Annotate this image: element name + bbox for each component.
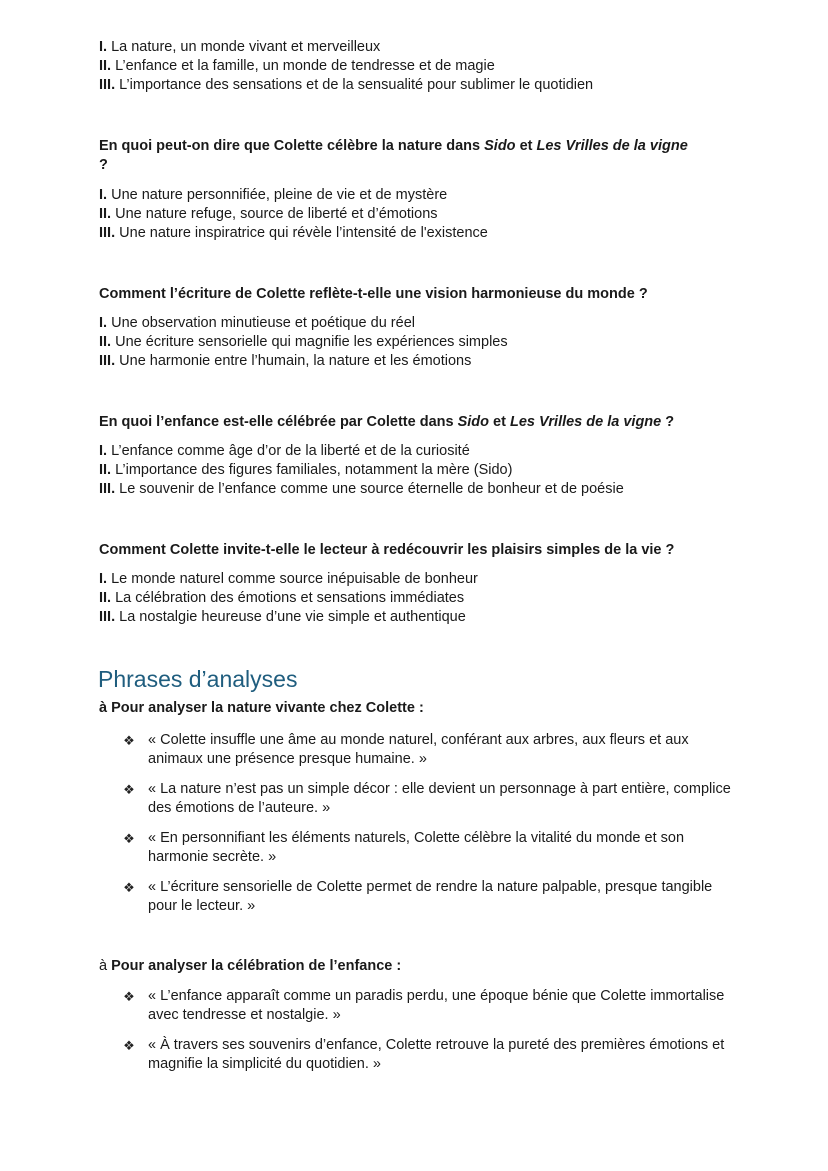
plan-item: I. La nature, un monde vivant et merveilleux [99, 39, 381, 55]
plan-item: II. Une nature refuge, source de liberté et d’émotions [99, 206, 438, 222]
plan-item: I. Le monde naturel comme source inépuisable de bonheur [99, 571, 478, 587]
plan-item: III. L’importance des sensations et de la sensualité pour sublimer le quotidien [99, 77, 594, 93]
plan-list [99, 38, 739, 95]
plan-item: II. L’importance des figures familiales, notamment la mère (Sido) [99, 462, 513, 478]
diamond-bullet-icon: ❖ [123, 1038, 135, 1053]
quote-item: ❖ « L’enfance apparaît comme un paradis perdu, une époque bénie que Colette immortalise avec tendresse et nostalgie. » [123, 988, 725, 1023]
plan-item: I. Une nature personnifiée, pleine de vie et de mystère [99, 187, 448, 203]
quote-item: ❖ « À travers ses souvenirs d’enfance, Colette retrouve la pureté des premières émotions et magnifie la simplicité du quotidien. » [123, 1037, 725, 1072]
question-heading: En quoi peut-on dire que Colette célèbre la nature dans Sido et Les Vrilles de la vigne ? [99, 138, 688, 173]
plan-item: II. La célébration des émotions et sensations immédiates [99, 590, 465, 606]
quote-item: ❖ « En personnifiant les éléments naturels, Colette célèbre la vitalité du monde et son harmonie secrète. » [123, 830, 685, 865]
subheading-nature: à Pour analyser la nature vivante chez Colette : [99, 700, 424, 716]
question-heading: En quoi l’enfance est-elle célébrée par Colette dans Sido et Les Vrilles de la vigne ? [99, 414, 675, 430]
plan-item: III. La nostalgie heureuse d’une vie simple et authentique [99, 609, 466, 625]
plan-list [99, 442, 739, 499]
plan-item: III. Une nature inspiratrice qui révèle l’intensité de l'existence [99, 225, 488, 241]
quote-item: ❖ « La nature n’est pas un simple décor : elle devient un personnage à part entière, complice des émotions de l’auteure. » [123, 781, 731, 816]
subheading-enfance: à Pour analyser la célébration de l’enfance : [99, 958, 402, 974]
plan-item: I. Une observation minutieuse et poétique du réel [99, 315, 415, 331]
plan-item: III. Une harmonie entre l’humain, la nature et les émotions [99, 353, 472, 369]
quote-item: ❖ « L’écriture sensorielle de Colette permet de rendre la nature palpable, presque tangible pour le lecteur. » [123, 879, 713, 914]
diamond-bullet-icon: ❖ [123, 880, 135, 895]
plan-item: I. L’enfance comme âge d’or de la liberté et de la curiosité [99, 443, 470, 459]
plan-list [99, 314, 739, 371]
section-title: Phrases d’analyses [98, 666, 298, 692]
plan-list [99, 186, 739, 243]
plan-list [99, 570, 739, 627]
quote-item: ❖ « Colette insuffle une âme au monde naturel, conférant aux arbres, aux fleurs et aux animaux une présence presque humaine. » [123, 732, 689, 767]
plan-item: II. Une écriture sensorielle qui magnifie les expériences simples [99, 334, 508, 350]
quote-list-enfance [122, 987, 732, 1085]
question-heading: Comment l’écriture de Colette reflète-t-elle une vision harmonieuse du monde ? [99, 286, 648, 302]
question-heading: Comment Colette invite-t-elle le lecteur à redécouvrir les plaisirs simples de la vie ? [99, 542, 675, 558]
diamond-bullet-icon: ❖ [123, 733, 135, 748]
plan-item: III. Le souvenir de l’enfance comme une source éternelle de bonheur et de poésie [99, 481, 624, 497]
diamond-bullet-icon: ❖ [123, 989, 135, 1004]
plan-item: II. L’enfance et la famille, un monde de tendresse et de magie [99, 58, 495, 74]
diamond-bullet-icon: ❖ [123, 831, 135, 846]
diamond-bullet-icon: ❖ [123, 782, 135, 797]
quote-list-nature [122, 731, 732, 927]
